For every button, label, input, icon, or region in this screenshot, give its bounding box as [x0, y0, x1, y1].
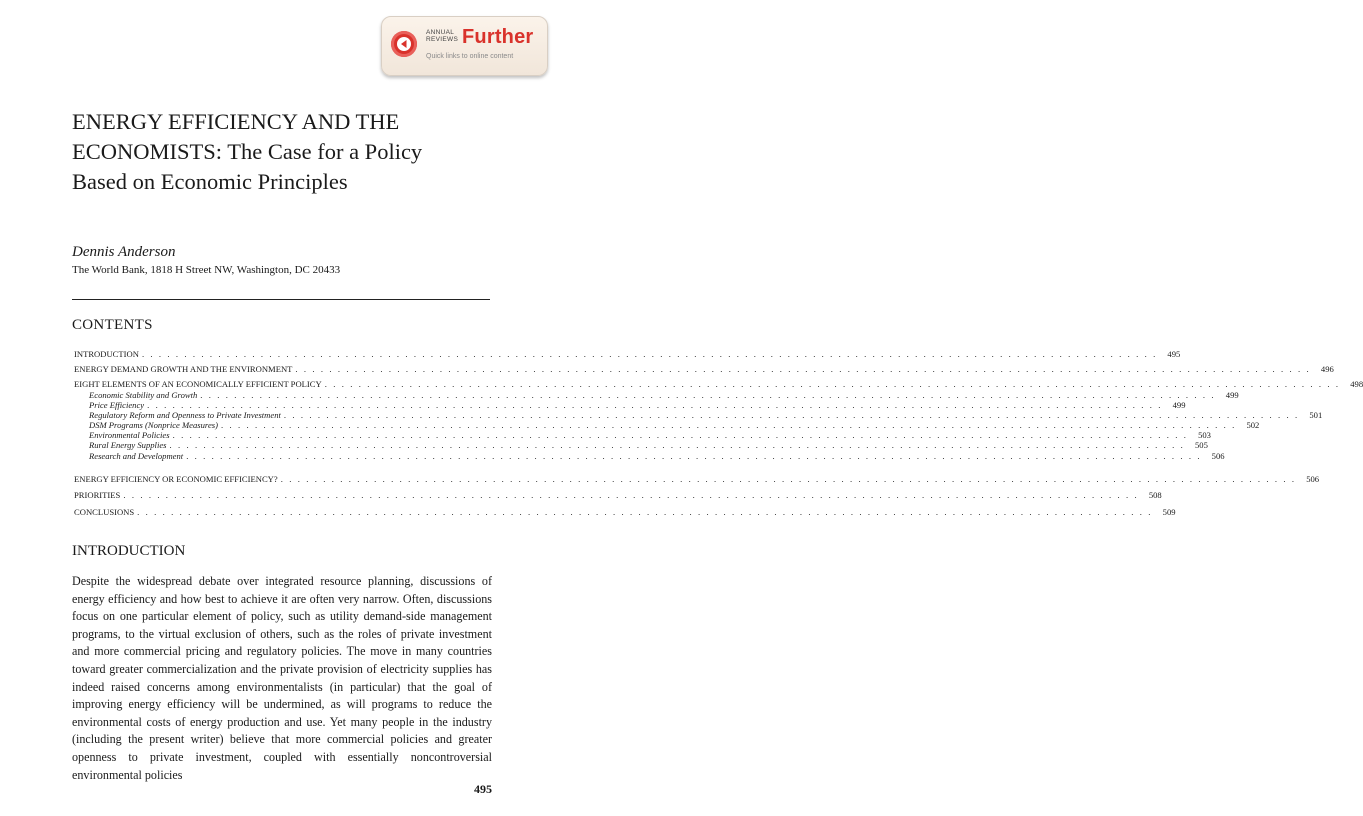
toc-leader-dots: . . . . . . . . . . . . . . . . . . . . . . . . . . . . . . . . . . . . . . . . . . . . . . . . . . . . . . . . . . . . . . . . . . . . . . . . . . . . . . . . . . . . . . . . . . . . . . . . . . . . . . . . . . . . . . . . . . . . . . . . [200, 390, 1216, 400]
toc-entry[interactable] [74, 349, 1181, 360]
toc-leader-dots: . . . . . . . . . . . . . . . . . . . . . . . . . . . . . . . . . . . . . . . . . . . . . . . . . . . . . . . . . . . . . . . . . . . . . . . . . . . . . . . . . . . . . . . . . . . . . . . . . . . . . . . . . . . . . . . . . . . . . . . . [324, 379, 1341, 389]
toc-leader-dots: . . . . . . . . . . . . . . . . . . . . . . . . . . . . . . . . . . . . . . . . . . . . . . . . . . . . . . . . . . . . . . . . . . . . . . . . . . . . . . . . . . . . . . . . . . . . . . . . . . . . . . . . . . . . . . . . . . . . . . . . [147, 400, 1163, 410]
further-arrow-icon [391, 31, 417, 57]
toc-leader-dots: . . . . . . . . . . . . . . . . . . . . . . . . . . . . . . . . . . . . . . . . . . . . . . . . . . . . . . . . . . . . . . . . . . . . . . . . . . . . . . . . . . . . . . . . . . . . . . . . . . . . . . . . . . . . . . . . . . . . . . . . [283, 410, 1300, 420]
toc-entry[interactable] [74, 474, 1320, 485]
introduction-heading: INTRODUCTION [72, 543, 186, 559]
toc-leader-dots: . . . . . . . . . . . . . . . . . . . . . . . . . . . . . . . . . . . . . . . . . . . . . . . . . . . . . . . . . . . . . . . . . . . . . . . . . . . . . . . . . . . . . . . . . . . . . . . . . . . . . . . . . . . . . . . . . . . . . . . . [169, 440, 1185, 450]
toc-entry-label: PRIORITIES [74, 490, 121, 500]
toc-entry-page: 506 [1211, 451, 1225, 461]
toc-entry-page: 496 [1320, 364, 1334, 374]
toc-entry-label: Rural Energy Supplies [89, 440, 167, 450]
toc-entry-page: 499 [1225, 390, 1239, 400]
contents-heading: CONTENTS [72, 317, 153, 333]
article-title: ENERGY EFFICIENCY AND THE ECONOMISTS: The Case for a Policy Based on Economic Principles [72, 109, 423, 194]
toc-entry-label: INTRODUCTION [74, 349, 139, 359]
toc-entry-label: Price Efficiency [89, 400, 145, 410]
toc-leader-dots: . . . . . . . . . . . . . . . . . . . . . . . . . . . . . . . . . . . . . . . . . . . . . . . . . . . . . . . . . . . . . . . . . . . . . . . . . . . . . . . . . . . . . . . . . . . . . . . . . . . . . . . . . . . . . . . . . . . . . . . . [137, 507, 1153, 517]
toc-entry-label: ENERGY EFFICIENCY OR ECONOMIC EFFICIENCY? [74, 474, 278, 484]
further-badge[interactable] [381, 16, 548, 76]
toc-entry-label: Environmental Policies [89, 430, 170, 440]
toc-entry-page: 503 [1198, 430, 1211, 440]
page-number: 495 [474, 782, 492, 796]
author-name: Dennis Anderson [72, 244, 176, 260]
author-affiliation: The World Bank, 1818 H Street NW, Washington, DC 20433 [72, 264, 341, 276]
toc-entry-label: Economic Stability and Growth [89, 390, 198, 400]
toc-entry[interactable] [74, 379, 1363, 390]
toc-entry-page: 501 [1309, 410, 1323, 420]
toc-leader-dots: . . . . . . . . . . . . . . . . . . . . . . . . . . . . . . . . . . . . . . . . . . . . . . . . . . . . . . . . . . . . . . . . . . . . . . . . . . . . . . . . . . . . . . . . . . . . . . . . . . . . . . . . . . . . . . . . . . . . . . . . [186, 451, 1202, 461]
toc-entry-label: EIGHT ELEMENTS OF AN ECONOMICALLY EFFICIENT POLICY [74, 379, 322, 389]
toc-entry-page: 508 [1148, 490, 1162, 500]
section-divider [72, 299, 490, 300]
toc-entry-page: 505 [1194, 440, 1208, 450]
toc-entry[interactable] [74, 364, 1334, 375]
toc-entry[interactable] [74, 490, 1162, 501]
toc-entry-label: Research and Development [89, 451, 184, 461]
toc-entry-page: 509 [1162, 507, 1176, 517]
toc-entry[interactable] [74, 507, 1176, 518]
toc-leader-dots: . . . . . . . . . . . . . . . . . . . . . . . . . . . . . . . . . . . . . . . . . . . . . . . . . . . . . . . . . . . . . . . . . . . . . . . . . . . . . . . . . . . . . . . . . . . . . . . . . . . . . . . . . . . . . . . . . . . . . . . . [123, 490, 1139, 500]
toc-leader-dots: . . . . . . . . . . . . . . . . . . . . . . . . . . . . . . . . . . . . . . . . . . . . . . . . . . . . . . . . . . . . . . . . . . . . . . . . . . . . . . . . . . . . . . . . . . . . . . . . . . . . . . . . . . . . . . . . . . . . . . . . [220, 420, 1237, 430]
toc-entry-page: 498 [1350, 379, 1363, 389]
toc-entry-page: 502 [1246, 420, 1260, 430]
toc-leader-dots: . . . . . . . . . . . . . . . . . . . . . . . . . . . . . . . . . . . . . . . . . . . . . . . . . . . . . . . . . . . . . . . . . . . . . . . . . . . . . . . . . . . . . . . . . . . . . . . . . . . . . . . . . . . . . . . . . . . . . . . . [280, 474, 1297, 484]
toc-entry-label: ENERGY DEMAND GROWTH AND THE ENVIRONMENT [74, 364, 293, 374]
badge-publisher-text: ANNUAL REVIEWS [426, 29, 459, 43]
toc-entry-label: DSM Programs (Nonprice Measures) [89, 420, 218, 430]
toc-entry-label: CONCLUSIONS [74, 507, 135, 517]
badge-further-word[interactable]: Further [462, 26, 534, 48]
toc-entry-page: 495 [1167, 349, 1181, 359]
toc-leader-dots: . . . . . . . . . . . . . . . . . . . . . . . . . . . . . . . . . . . . . . . . . . . . . . . . . . . . . . . . . . . . . . . . . . . . . . . . . . . . . . . . . . . . . . . . . . . . . . . . . . . . . . . . . . . . . . . . . . . . . . . . [172, 430, 1188, 440]
toc-leader-dots: . . . . . . . . . . . . . . . . . . . . . . . . . . . . . . . . . . . . . . . . . . . . . . . . . . . . . . . . . . . . . . . . . . . . . . . . . . . . . . . . . . . . . . . . . . . . . . . . . . . . . . . . . . . . . . . . . . . . . . . . [141, 349, 1158, 359]
introduction-paragraph: Despite the widespread debate over integrated resource planning, discussions of energy efficiency and how best to achieve it are often very narrow. Often, discussions focus on one particular element of policy, such as utility demand-side management programs, to the virtual exclusion of others, such as the roles of private investment and more commercial pricing and regulatory policies. The move in many countries toward greater commercialization and the private provision of electricity supplies has indeed raised concerns among environmentalists (in particular) that the goal of improving energy efficiency will be undermined, as will programs to reduce the environmental costs of energy production and use. Yet many people in the industry (including the present writer) believe that more commercial policies and greater openness to private investment, coupled with essentially noncontroversial environmental policies [72, 574, 492, 782]
toc-entry[interactable] [74, 440, 1208, 451]
toc-entry-page: 499 [1172, 400, 1186, 410]
toc-entry[interactable] [74, 451, 1225, 462]
toc-entry-label: Regulatory Reform and Openness to Private Investment [89, 410, 281, 420]
toc-leader-dots: . . . . . . . . . . . . . . . . . . . . . . . . . . . . . . . . . . . . . . . . . . . . . . . . . . . . . . . . . . . . . . . . . . . . . . . . . . . . . . . . . . . . . . . . . . . . . . . . . . . . . . . . . . . . . . . . . . . . . . . . [295, 364, 1311, 374]
badge-subtitle: Quick links to online content [426, 53, 514, 60]
toc-entry-page: 506 [1306, 474, 1320, 484]
